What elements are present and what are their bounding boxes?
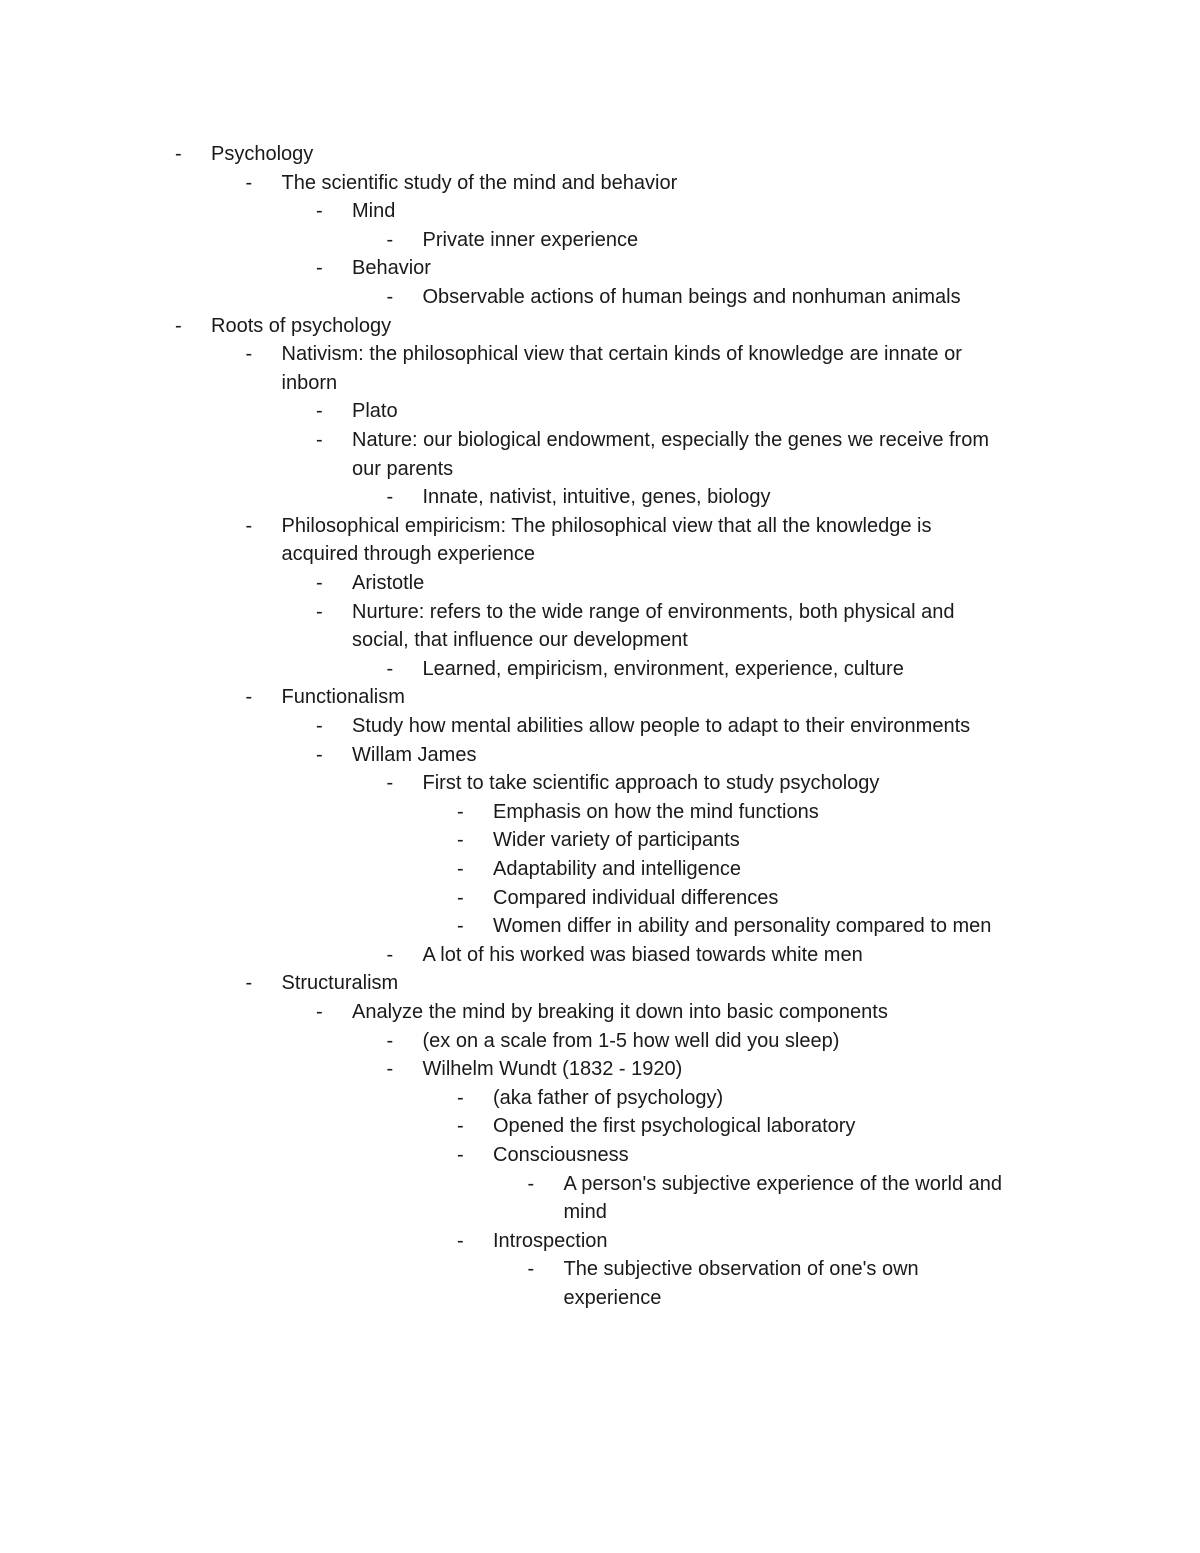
list-item-line (0, 969, 1200, 998)
list-item-line (0, 369, 1200, 398)
list-item-line (0, 769, 1200, 798)
list-item-line (0, 455, 1200, 484)
list-item-line (0, 1055, 1200, 1084)
list-item-line (0, 569, 1200, 598)
bullet-dash: - (386, 486, 394, 509)
bullet-dash: - (245, 171, 253, 194)
list-item-text: Willam James (352, 743, 477, 766)
list-item-line (0, 512, 1200, 541)
list-item-text: (ex on a scale from 1-5 how well did you sleep) (422, 1029, 840, 1052)
list-item-text: our parents (352, 457, 454, 480)
list-item-text: Philosophical empiricism: The philosophical view that all the knowledge is (281, 514, 932, 537)
list-item-text: Women differ in ability and personality compared to men (493, 915, 992, 938)
bullet-dash: - (386, 1058, 394, 1081)
bullet-dash: - (316, 200, 323, 223)
list-item-text: Behavior (352, 257, 431, 280)
bullet-dash: - (175, 143, 182, 165)
list-item-line (0, 283, 1200, 312)
bullet-dash: - (316, 1001, 323, 1023)
list-item-line (0, 483, 1200, 512)
list-item-text: Aristotle (352, 572, 425, 594)
bullet-dash: - (527, 1172, 535, 1195)
bullet-dash: - (457, 1144, 464, 1166)
bullet-dash: - (386, 657, 394, 680)
list-item-text: The subjective observation of one's own (563, 1258, 919, 1281)
list-item-text: Mind (352, 200, 396, 223)
list-item-text: Introspection (493, 1229, 608, 1252)
list-item-text: Structuralism (281, 972, 399, 995)
list-item-line (0, 197, 1200, 226)
list-item-text: social, that influence our development (352, 629, 688, 652)
list-item-line (0, 540, 1200, 569)
list-item-line (0, 712, 1200, 741)
list-item-text: Learned, empiricism, environment, experience, culture (422, 657, 904, 680)
bullet-dash: - (457, 1086, 464, 1109)
list-item-text: Nurture: refers to the wide range of environments, both physical and (352, 600, 955, 623)
bullet-dash: - (457, 915, 464, 938)
list-item-text: acquired through experience (281, 543, 536, 566)
list-item-line (0, 912, 1200, 941)
list-item-text: Wider variety of participants (493, 829, 740, 852)
list-item-text: experience (563, 1287, 662, 1309)
list-item-line (0, 340, 1200, 369)
list-item-line (0, 1141, 1200, 1170)
list-item-line (0, 397, 1200, 426)
list-item-line (0, 855, 1200, 884)
list-item-text: inborn (281, 371, 338, 394)
list-item-text: Private inner experience (422, 228, 639, 251)
bullet-dash: - (457, 886, 464, 909)
list-item-line (0, 598, 1200, 627)
bullet-dash: - (316, 257, 323, 280)
list-item-text: Nativism: the philosophical view that certain kinds of knowledge are innate or (281, 343, 962, 366)
bullet-dash: - (457, 858, 464, 880)
list-item-line (0, 1198, 1200, 1227)
bullet-dash: - (316, 600, 323, 623)
list-item-text: Wilhelm Wundt (1832 - 1920) (422, 1058, 683, 1081)
list-item-line (0, 884, 1200, 913)
bullet-dash: - (245, 686, 253, 709)
list-item-line (0, 1255, 1200, 1284)
list-item-text: Analyze the mind by breaking it down into basic components (352, 1001, 888, 1023)
list-item-line (0, 169, 1200, 198)
list-item-text: Consciousness (493, 1144, 629, 1166)
bullet-dash: - (457, 800, 464, 823)
list-item-line (0, 1227, 1200, 1256)
bullet-dash: - (386, 943, 394, 966)
list-item-line (0, 998, 1200, 1027)
bullet-dash: - (245, 514, 253, 537)
bullet-dash: - (245, 972, 253, 995)
bullet-dash: - (175, 314, 182, 337)
list-item-line (0, 140, 1200, 169)
list-item-text: Adaptability and intelligence (493, 858, 741, 880)
list-item-line (0, 226, 1200, 255)
list-item-text: Study how mental abilities allow people to adapt to their environments (352, 715, 971, 737)
bullet-dash: - (386, 286, 394, 308)
list-item-line (0, 312, 1200, 341)
bullet-dash: - (316, 743, 323, 766)
bullet-dash: - (527, 1258, 535, 1281)
list-item-text: Opened the first psychological laboratory (493, 1115, 856, 1138)
bullet-dash: - (457, 1229, 464, 1252)
list-item-text: Plato (352, 400, 398, 423)
list-item-text: Nature: our biological endowment, especially the genes we receive from (352, 429, 990, 451)
bullet-dash: - (316, 400, 323, 423)
list-item-line (0, 1170, 1200, 1199)
list-item-line (0, 1284, 1200, 1313)
bullet-dash: - (457, 1115, 464, 1138)
list-item-text: Compared individual differences (493, 886, 779, 909)
list-item-text: The scientific study of the mind and behavior (281, 171, 678, 194)
list-item-line (0, 626, 1200, 655)
list-item-line (0, 826, 1200, 855)
bullet-dash: - (245, 343, 253, 366)
bullet-dash: - (386, 228, 394, 251)
list-item-line (0, 426, 1200, 455)
list-item-text: mind (563, 1201, 607, 1224)
bullet-dash: - (316, 429, 323, 451)
list-item-line (0, 1027, 1200, 1056)
list-item-line (0, 941, 1200, 970)
bullet-dash: - (457, 829, 464, 852)
list-item-text: First to take scientific approach to study psychology (422, 772, 880, 795)
list-item-line (0, 683, 1200, 712)
list-item-text: A lot of his worked was biased towards white men (422, 943, 863, 966)
list-item-line (0, 798, 1200, 827)
list-item-text: Emphasis on how the mind functions (493, 800, 819, 823)
bullet-dash: - (316, 715, 323, 737)
list-item-line (0, 254, 1200, 283)
list-item-line (0, 1112, 1200, 1141)
list-item-text: (aka father of psychology) (493, 1086, 724, 1109)
list-item-text: Innate, nativist, intuitive, genes, biology (422, 486, 771, 509)
list-item-text: Functionalism (281, 686, 405, 709)
list-item-line (0, 741, 1200, 770)
list-item-text: Roots of psychology (211, 314, 392, 337)
list-item-text: Psychology (211, 143, 314, 165)
bullet-dash: - (386, 1029, 394, 1052)
bullet-dash: - (316, 572, 323, 594)
bullet-dash: - (386, 772, 394, 795)
list-item-line (0, 1084, 1200, 1113)
list-item-text: Observable actions of human beings and nonhuman animals (422, 286, 961, 308)
list-item-text: A person's subjective experience of the world and (563, 1172, 1003, 1195)
list-item-line (0, 655, 1200, 684)
